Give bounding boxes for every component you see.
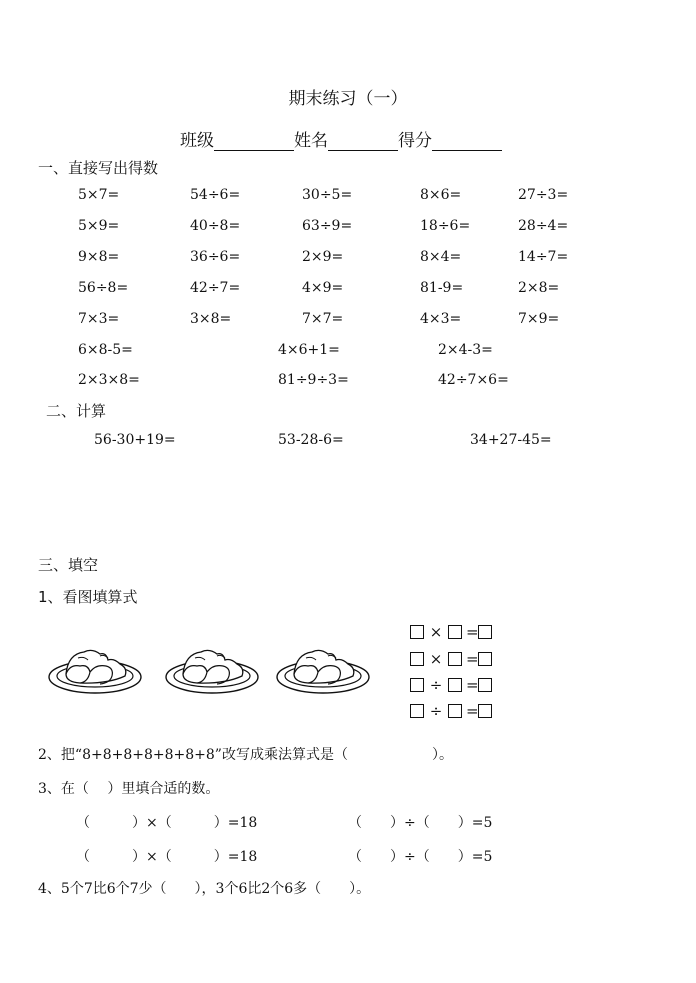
q1-label: 1、看图填算式 (38, 588, 138, 606)
equals-symbol: = (466, 676, 479, 694)
plate-2 (166, 650, 258, 693)
plate-1 (49, 650, 141, 693)
arithmetic-item: 8×4= (420, 249, 462, 265)
arithmetic-item: 18÷6= (420, 218, 471, 234)
name-blank[interactable] (328, 132, 398, 151)
q3-row2-left: （ ）×（ ）=18 (76, 849, 258, 865)
section2-heading: 二、计算 (46, 402, 107, 420)
box-equation-row (410, 702, 492, 720)
q4-text: 4、5个7比6个7少（ ），3个6比2个6多（ ）。 (38, 881, 371, 897)
arithmetic-item: 27÷3= (518, 187, 569, 203)
section1-heading: 一、直接写出得数 (38, 159, 159, 177)
operator-symbol: ÷ (429, 676, 443, 694)
arithmetic-item: 42÷7= (190, 280, 241, 296)
calc-item: 53-28-6= (278, 432, 344, 448)
score-label: 得分 (398, 131, 432, 151)
operator-symbol: × (429, 623, 443, 641)
arithmetic-item: 3×8= (190, 311, 232, 327)
arithmetic-item: 9×8= (78, 249, 120, 265)
section3-heading: 三、填空 (38, 556, 99, 574)
student-info-line (180, 126, 502, 151)
class-blank[interactable] (214, 132, 294, 151)
arithmetic-item: 5×9= (78, 218, 120, 234)
equals-symbol: = (466, 702, 479, 720)
page-title: 期末练习（一） (288, 89, 408, 109)
answer-box[interactable] (448, 678, 462, 692)
name-label: 姓名 (294, 131, 328, 151)
mixed-arithmetic-item: 42÷7×6= (438, 372, 509, 388)
box-equation-row (410, 623, 492, 641)
equals-symbol: = (466, 623, 479, 641)
q2-text: 2、把“8+8+8+8+8+8+8”改写成乘法算式是（ ）。 (38, 747, 453, 763)
arithmetic-item: 4×3= (420, 311, 462, 327)
score-blank[interactable] (432, 132, 502, 151)
answer-box[interactable] (478, 652, 492, 666)
q3-row1-left: （ ）×（ ）=18 (76, 815, 258, 831)
arithmetic-item: 36÷6= (190, 249, 241, 265)
arithmetic-item: 4×9= (302, 280, 344, 296)
operator-symbol: × (429, 650, 443, 668)
mixed-arithmetic-item: 2×4-3= (438, 342, 493, 358)
mixed-arithmetic-item: 6×8-5= (78, 342, 133, 358)
q3-label: 3、在（ ）里填合适的数。 (38, 781, 220, 797)
mixed-arithmetic-item: 4×6+1= (278, 342, 340, 358)
operator-symbol: ÷ (429, 702, 443, 720)
arithmetic-item: 54÷6= (190, 187, 241, 203)
answer-box[interactable] (410, 625, 424, 639)
arithmetic-item: 2×8= (518, 280, 560, 296)
arithmetic-item: 28÷4= (518, 218, 569, 234)
arithmetic-item: 40÷8= (190, 218, 241, 234)
arithmetic-item: 8×6= (420, 187, 462, 203)
arithmetic-item: 30÷5= (302, 187, 353, 203)
arithmetic-item: 14÷7= (518, 249, 569, 265)
arithmetic-item: 63÷9= (302, 218, 353, 234)
answer-box[interactable] (478, 678, 492, 692)
calc-item: 56-30+19= (94, 432, 176, 448)
arithmetic-item: 81-9= (420, 280, 464, 296)
answer-box[interactable] (478, 625, 492, 639)
class-label: 班级 (180, 131, 214, 151)
answer-box[interactable] (410, 652, 424, 666)
arithmetic-item: 7×3= (78, 311, 120, 327)
answer-box[interactable] (410, 704, 424, 718)
q3-row2-right: （ ）÷（ ）=5 (348, 849, 493, 865)
answer-box[interactable] (448, 704, 462, 718)
arithmetic-item: 56÷8= (78, 280, 129, 296)
answer-box[interactable] (448, 652, 462, 666)
arithmetic-item: 2×9= (302, 249, 344, 265)
arithmetic-item: 7×7= (302, 311, 344, 327)
bowls-of-buns-illustration (48, 640, 378, 700)
mixed-arithmetic-item: 2×3×8= (78, 372, 140, 388)
arithmetic-item: 5×7= (78, 187, 120, 203)
answer-box[interactable] (410, 678, 424, 692)
arithmetic-item: 7×9= (518, 311, 560, 327)
mixed-arithmetic-item: 81÷9÷3= (278, 372, 349, 388)
calc-item: 34+27-45= (470, 432, 552, 448)
box-equation-row (410, 650, 492, 668)
q3-row1-right: （ ）÷（ ）=5 (348, 815, 493, 831)
equals-symbol: = (466, 650, 479, 668)
box-equation-row (410, 676, 492, 694)
plate-3 (277, 650, 369, 693)
answer-box[interactable] (478, 704, 492, 718)
answer-box[interactable] (448, 625, 462, 639)
